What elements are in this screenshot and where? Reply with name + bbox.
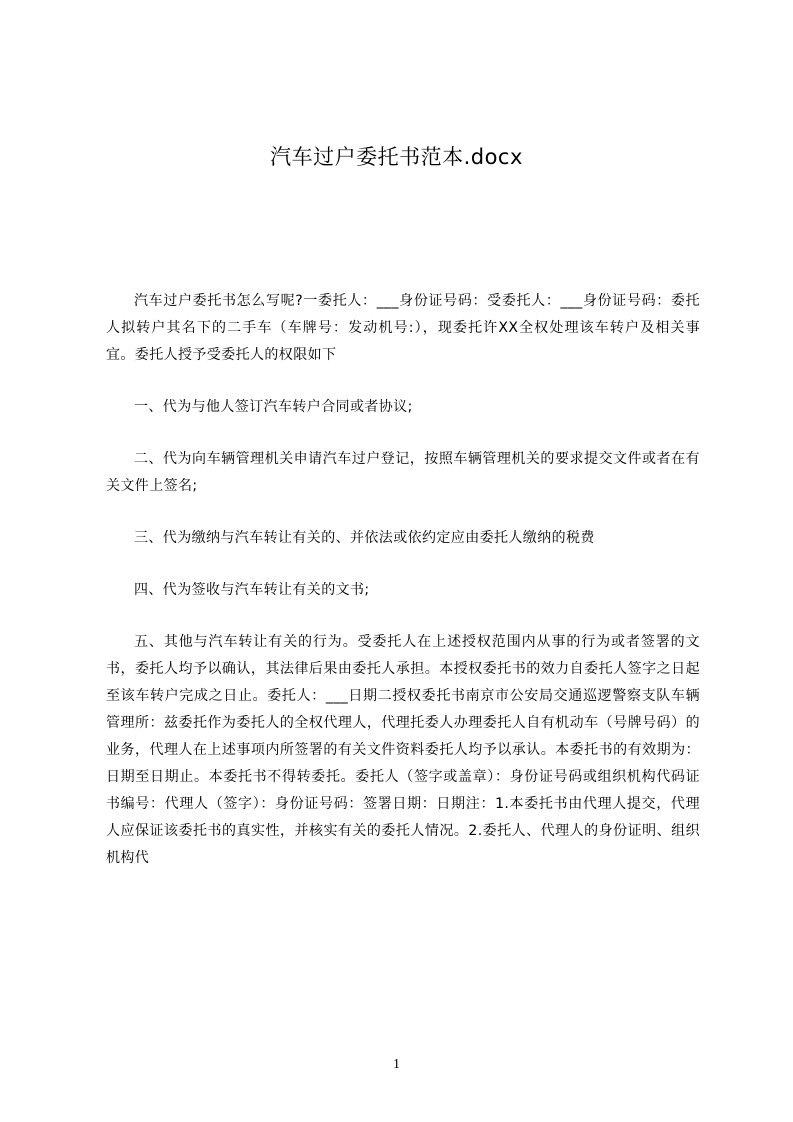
paragraph-item-1: 一、代为与他人签订汽车转户合同或者协议;: [134, 399, 413, 415]
document-title: 汽车过户委托书范本.docx: [270, 145, 523, 169]
paragraph-intro: 汽车过户委托书怎么写呢?一委托人：___身份证号码：受委托人：___身份证号码：委托人拟转户其名下的二手车（车牌号：发动机号:），现委托许XX全权处理该车转户及相关事宜。委托人授予受委托人的权限如下: [106, 293, 700, 363]
document-body: [106, 288, 700, 872]
paragraph-item-2: 二、代为向车辆管理机关申请汽车过户登记，按照车辆管理机关的要求提交文件或者在有关文件上签名;: [106, 451, 700, 494]
page-number: 1: [393, 1057, 400, 1072]
paragraph-item-5: 五、其他与汽车转让有关的行为。受委托人在上述授权范围内从事的行为或者签署的文书，委托人均予以确认，其法律后果由委托人承担。本授权委托书的效力自委托人签字之日起至该车转户完成之日止。委托人：___日期二授权委托书南京市公安局交通巡逻警察支队车辆管理所：兹委托作为委托人的全权代理人，代理托委人办理委托人自有机动车（号牌号码）的业务，代理人在上述事项内所签署的有关文件资料委托人均予以承认。本委托书的有效期为：日期至日期止。本委托书不得转委托。委托人（签字或盖章）：身份证号码或组织机构代码证书编号：代理人（签字）：身份证号码：签署日期：日期注：1.本委托书由代理人提交，代理人应保证该委托书的真实性，并核实有关的委托人情况。2.委托人、代理人的身份证明、组织机构代: [106, 634, 700, 866]
paragraph-item-4: 四、代为签收与汽车转让有关的文书;: [134, 582, 370, 598]
paragraph-item-3: 三、代为缴纳与汽车转让有关的、并依法或依约定应由委托人缴纳的税费: [134, 530, 595, 546]
